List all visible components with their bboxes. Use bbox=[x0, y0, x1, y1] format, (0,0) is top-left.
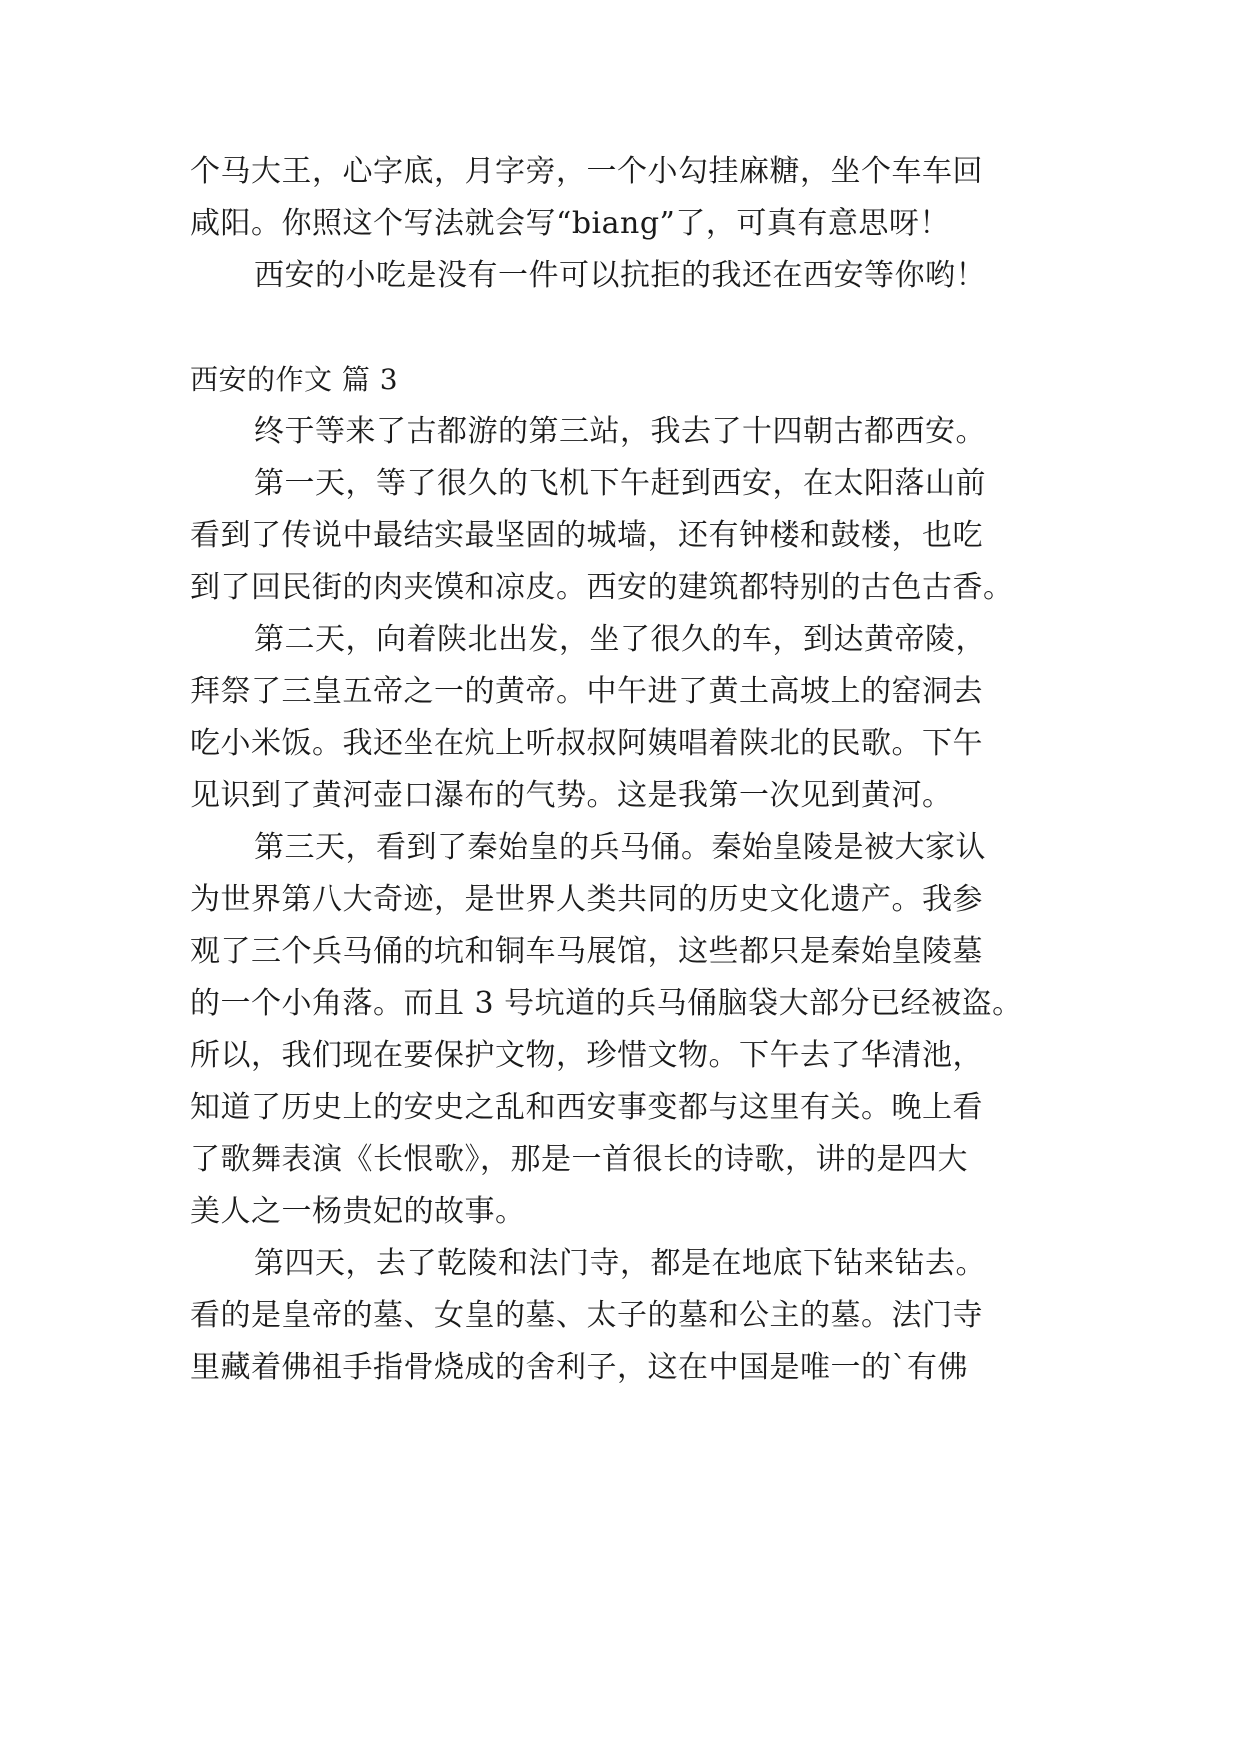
body-text-line: 个马大王，心字底，月字旁，一个小勾挂麻糖，坐个车车回 bbox=[190, 154, 983, 189]
body-text-line: 第一天，等了很久的飞机下午赶到西安，在太阳落山前 bbox=[254, 466, 986, 501]
body-text-line: 里藏着佛祖手指骨烧成的舍利子，这在中国是唯一的`有佛 bbox=[190, 1350, 968, 1385]
body-text-line: 所以，我们现在要保护文物，珍惜文物。下午去了华清池， bbox=[190, 1038, 983, 1073]
section-heading: 西安的作文 篇 3 bbox=[190, 363, 399, 396]
body-text-line: 为世界第八大奇迹，是世界人类共同的历史文化遗产。我参 bbox=[190, 882, 983, 917]
body-text-line: 第四天，去了乾陵和法门寺，都是在地底下钻来钻去。 bbox=[254, 1246, 986, 1281]
body-text-line: 第二天，向着陕北出发，坐了很久的车，到达黄帝陵， bbox=[254, 622, 986, 657]
body-text-line: 第三天，看到了秦始皇的兵马俑。秦始皇陵是被大家认 bbox=[254, 830, 986, 865]
body-text-line: 看的是皇帝的墓、女皇的墓、太子的墓和公主的墓。法门寺 bbox=[190, 1298, 983, 1333]
body-text-line: 知道了历史上的安史之乱和西安事变都与这里有关。晚上看 bbox=[190, 1090, 983, 1125]
body-text-line: 拜祭了三皇五帝之一的黄帝。中午进了黄土高坡上的窑洞去 bbox=[190, 674, 983, 709]
body-text-line: 美人之一杨贵妃的故事。 bbox=[190, 1194, 526, 1229]
body-text-line: 西安的小吃是没有一件可以抗拒的我还在西安等你哟！ bbox=[254, 258, 986, 293]
body-text-line: 到了回民街的肉夹馍和凉皮。西安的建筑都特别的古色古香。 bbox=[190, 570, 1014, 605]
body-text-line: 见识到了黄河壶口瀑布的气势。这是我第一次见到黄河。 bbox=[190, 778, 953, 813]
body-text-line: 吃小米饭。我还坐在炕上听叔叔阿姨唱着陕北的民歌。下午 bbox=[190, 726, 983, 761]
body-text-line: 咸阳。你照这个写法就会写“biang”了，可真有意思呀！ bbox=[190, 206, 950, 241]
body-text-line: 观了三个兵马俑的坑和铜车马展馆，这些都只是秦始皇陵墓 bbox=[190, 934, 983, 969]
body-text-line: 看到了传说中最结实最坚固的城墙，还有钟楼和鼓楼，也吃 bbox=[190, 518, 983, 553]
body-text-line: 的一个小角落。而且 3 号坑道的兵马俑脑袋大部分已经被盗。 bbox=[190, 986, 1023, 1021]
body-text-line: 了歌舞表演《长恨歌》，那是一首很长的诗歌，讲的是四大 bbox=[190, 1142, 968, 1177]
body-text-line: 终于等来了古都游的第三站，我去了十四朝古都西安。 bbox=[254, 414, 986, 449]
